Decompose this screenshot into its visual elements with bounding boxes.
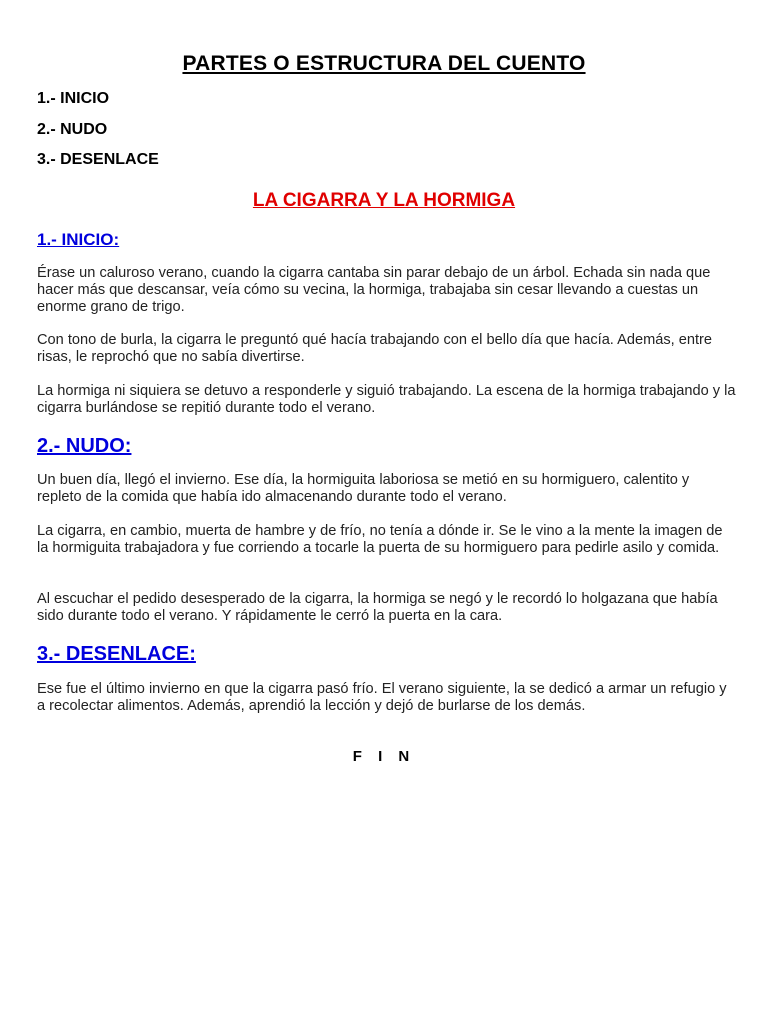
section-heading-desenlace: 3.- DESENLACE:: [37, 643, 196, 665]
paragraph-inicio-3: La hormiga ni siquiera se detuvo a responderle y siguió trabajando. La escena de la hormiga trabajando y la cigarra burlándose se repitió durante todo el verano.: [37, 383, 736, 416]
paragraph-desenlace-1: Ese fue el último invierno en que la cigarra pasó frío. El verano siguiente, la se dedicó a armar un refugio y a recolectar alimentos. Además, aprendió la lección y dejó de burlarse de los demás.: [37, 681, 727, 714]
paragraph-nudo-1: Un buen día, llegó el invierno. Ese día, la hormiguita laboriosa se metió en su hormiguero, calentito y repleto de la comida que había ido almacenando durante todo el verano.: [37, 472, 690, 505]
paragraph-inicio-2: Con tono de burla, la cigarra le preguntó qué hacía trabajando con el bello día que hacía. Además, entre risas, le reprochó que no sabía divertirse.: [37, 332, 713, 365]
part-item-desenlace: 3.- DESENLACE: [37, 151, 159, 168]
page-title: PARTES O ESTRUCTURA DEL CUENTO: [182, 52, 586, 75]
paragraph-inicio-1: Érase un caluroso verano, cuando la cigarra cantaba sin parar debajo de un árbol. Echada sin nada que hacer más que descansar, veía cómo su vecina, la hormiga, trabajaba sin cesar llevando a cuestas un enorme grano de trigo.: [37, 265, 711, 315]
section-heading-nudo: 2.- NUDO:: [37, 435, 132, 457]
part-item-nudo: 2.- NUDO: [37, 121, 108, 138]
paragraph-nudo-3: Al escuchar el pedido desesperado de la cigarra, la hormiga se negó y le recordó lo holgazana que había sido durante todo el verano. Y rápidamente le cerró la puerta en la cara.: [37, 591, 718, 624]
story-title: LA CIGARRA Y LA HORMIGA: [252, 190, 516, 211]
section-heading-inicio: 1.- INICIO:: [37, 230, 120, 249]
part-item-inicio: 1.- INICIO: [37, 90, 110, 107]
paragraph-nudo-2: La cigarra, en cambio, muerta de hambre y de frío, no tenía a dónde ir. Se le vino a la mente la imagen de la hormiguita trabajadora y fue corriendo a tocarle la puerta de su hormiguero para pedirle asilo y comida.: [37, 523, 723, 556]
end-text: F I N: [352, 748, 416, 765]
